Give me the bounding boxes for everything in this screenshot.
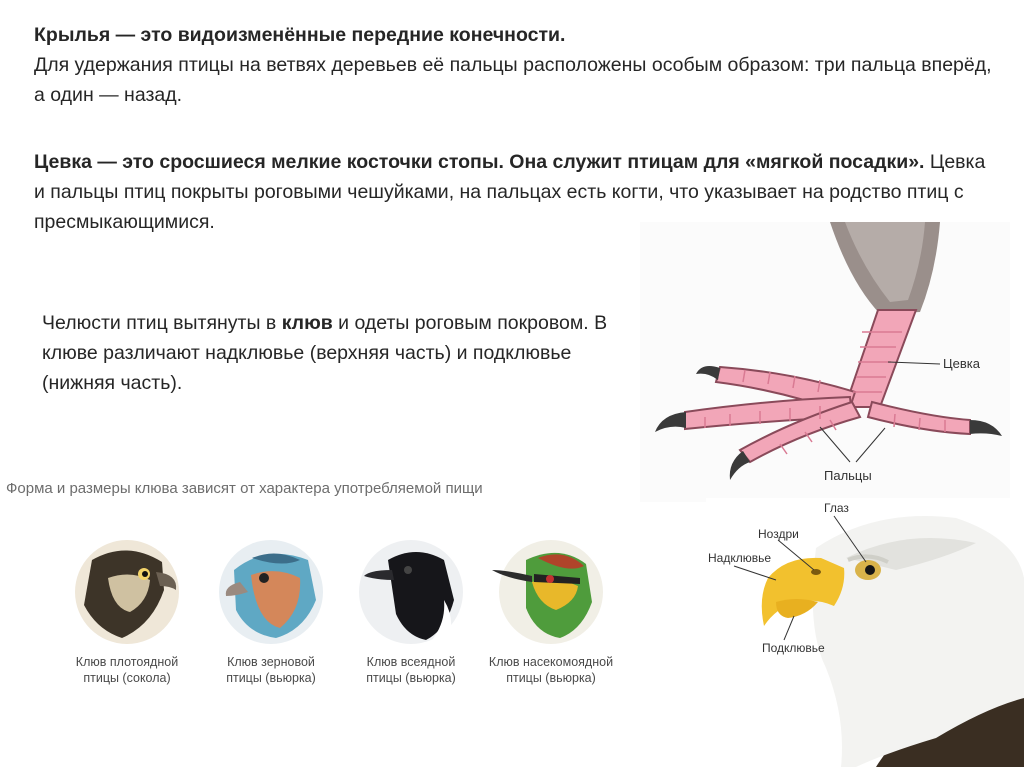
tarsus-heading: Цевка — это сросшиеся мелкие косточки стопы. Она служит птицам для «мягкой посадки». bbox=[34, 151, 925, 173]
wings-paragraph bbox=[34, 20, 994, 110]
tarsus-text: Цевка и пальцы птиц покрыты роговыми чешуйками, на пальцах есть когти, что указывает на родство птиц с пресмыкающимися. bbox=[34, 151, 986, 233]
jaws-text-before: Челюсти птиц вытянуты в bbox=[42, 312, 282, 334]
eagle-label-eye: Глаз bbox=[824, 501, 849, 515]
foot-label-toes: Пальцы bbox=[824, 468, 872, 483]
beak-caption-omnivore: Клюв всеядной птицы (вьюрка) bbox=[366, 655, 456, 685]
beak-card-granivore bbox=[196, 530, 346, 690]
beak-caption-insectivore: Клюв насекомоядной птицы (вьюрка) bbox=[488, 655, 614, 685]
falcon-head-icon bbox=[52, 530, 202, 650]
bird-foot-illustration bbox=[640, 222, 1010, 502]
eagle-label-upper-beak: Надклювье bbox=[708, 551, 772, 565]
jaws-paragraph bbox=[42, 308, 622, 398]
eagle-label-nostrils: Ноздри bbox=[758, 527, 799, 541]
jaws-text-after: и одеты роговым покровом. В клюве различают надклювье (верхняя часть) и подклювье (нижняя часть). bbox=[42, 312, 608, 394]
wings-heading: Крылья — это видоизменённые передние конечности. bbox=[34, 24, 566, 46]
foot-label-tarsus: Цевка bbox=[943, 356, 980, 371]
eagle-label-lower-beak: Подклювье bbox=[762, 641, 825, 655]
beak-card-insectivore bbox=[476, 530, 626, 690]
beak-card-omnivore bbox=[336, 530, 486, 690]
beak-card-carnivore bbox=[52, 530, 202, 690]
finch-head-icon bbox=[196, 530, 346, 650]
beak-caption-carnivore: Клюв плотоядной птицы (сокола) bbox=[75, 655, 179, 685]
wings-text: Для удержания птицы на ветвях деревьев её пальцы расположены особым образом: три пальца вперёд, а один — назад. bbox=[34, 54, 992, 106]
jaws-bold-term: клюв bbox=[281, 312, 333, 334]
beak-shape-caption: Форма и размеры клюва зависят от характера употребляемой пищи bbox=[6, 480, 483, 497]
magpie-head-icon bbox=[336, 530, 486, 650]
eagle-head-illustration bbox=[706, 498, 1024, 767]
beak-caption-granivore: Клюв зерновой птицы (вьюрка) bbox=[226, 655, 316, 685]
bee-eater-head-icon bbox=[476, 530, 626, 650]
